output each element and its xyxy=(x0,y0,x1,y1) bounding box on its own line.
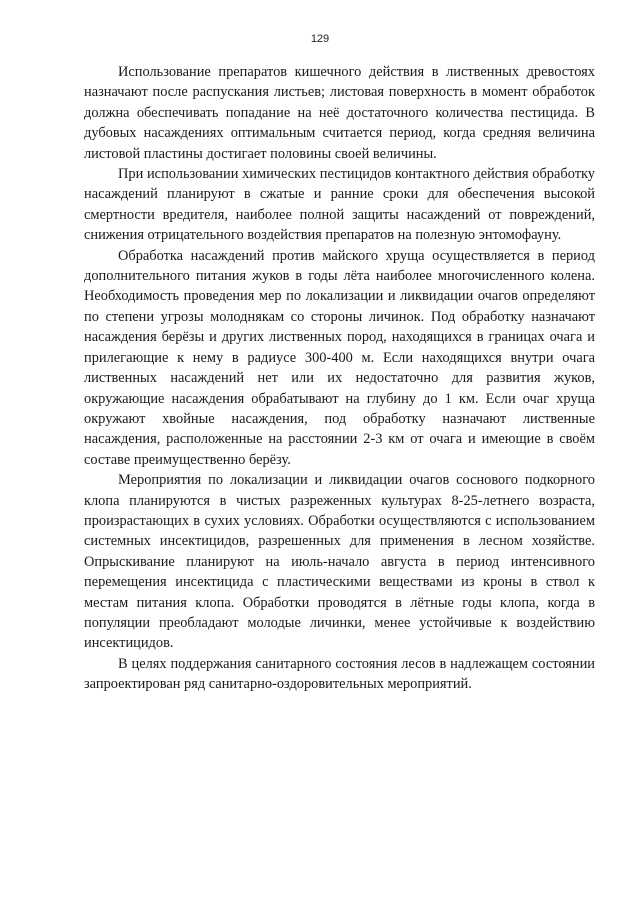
paragraph-contact-pesticides: При использовании химических пестицидов контактного действия обработку насаждений планируют в сжатые и ранние сроки для обеспечения высокой смертности вредителя, наиболее полной защиты насаждений от повреждений, снижения отрицательного воздействия препаратов на полезную энтомофауну. xyxy=(84,166,595,244)
paragraph-intestinal-preparations: Использование препаратов кишечного действия в лиственных древостоях назначают после распускания листьев; листовая поверхность в момент обработок должна обеспечивать попадание на неё достаточного количества пестицида. В дубовых насаждениях оптимальным считается период, когда средняя величина листовой пластины достигает половины своей величины. xyxy=(84,64,595,162)
paragraph-may-beetle-treatment: Обработка насаждений против майского хруща осуществляется в период дополнительного питания жуков в годы лёта наиболее многочисленного колена. Необходимость проведения мер по локализации и ликвидации очагов определяют по степени угрозы молоднякам со стороны личинок. Под обработку назначают насаждения берёзы и других лиственных пород, находящихся в границах очага и прилегающие к нему в радиусе 300-400 м. Если находящихся внутри очага лиственных насаждений нет или их недостаточно для развития жуков, окружающие насаждения обрабатывают на глубину до 1 км. Если очаг хруща окружают хвойные насаждения, под обработку назначают лиственные насаждения, расположенные на расстоянии 2-3 км от очага и имеющие в своём составе преимущественно берёзу. xyxy=(84,247,595,468)
body-text xyxy=(84,62,595,695)
paragraph-sanitary-measures: В целях поддержания санитарного состояния лесов в надлежащем состоянии запроектирован ряд санитарно-оздоровительных мероприятий. xyxy=(84,655,595,693)
paragraph-pine-bark-bug-measures: Мероприятия по локализации и ликвидации очагов соснового подкорного клопа планируются в чистых разреженных культурах 8-25-летнего возраста, произрастающих в сухих условиях. Обработки осуществляются с использованием системных инсектицидов, разрешенных для применения в лесном хозяйстве. Опрыскивание планируют на июль-начало августа в период интенсивного перемещения инсектицида с пластическими веществами из кроны в ствол к местам питания клопа. Обработки проводятся в лётные годы клопа, когда в популяции преобладают молодые личинки, менее устойчивые к воздействию инсектицидов. xyxy=(84,472,595,652)
page-number: 129 xyxy=(310,33,330,45)
